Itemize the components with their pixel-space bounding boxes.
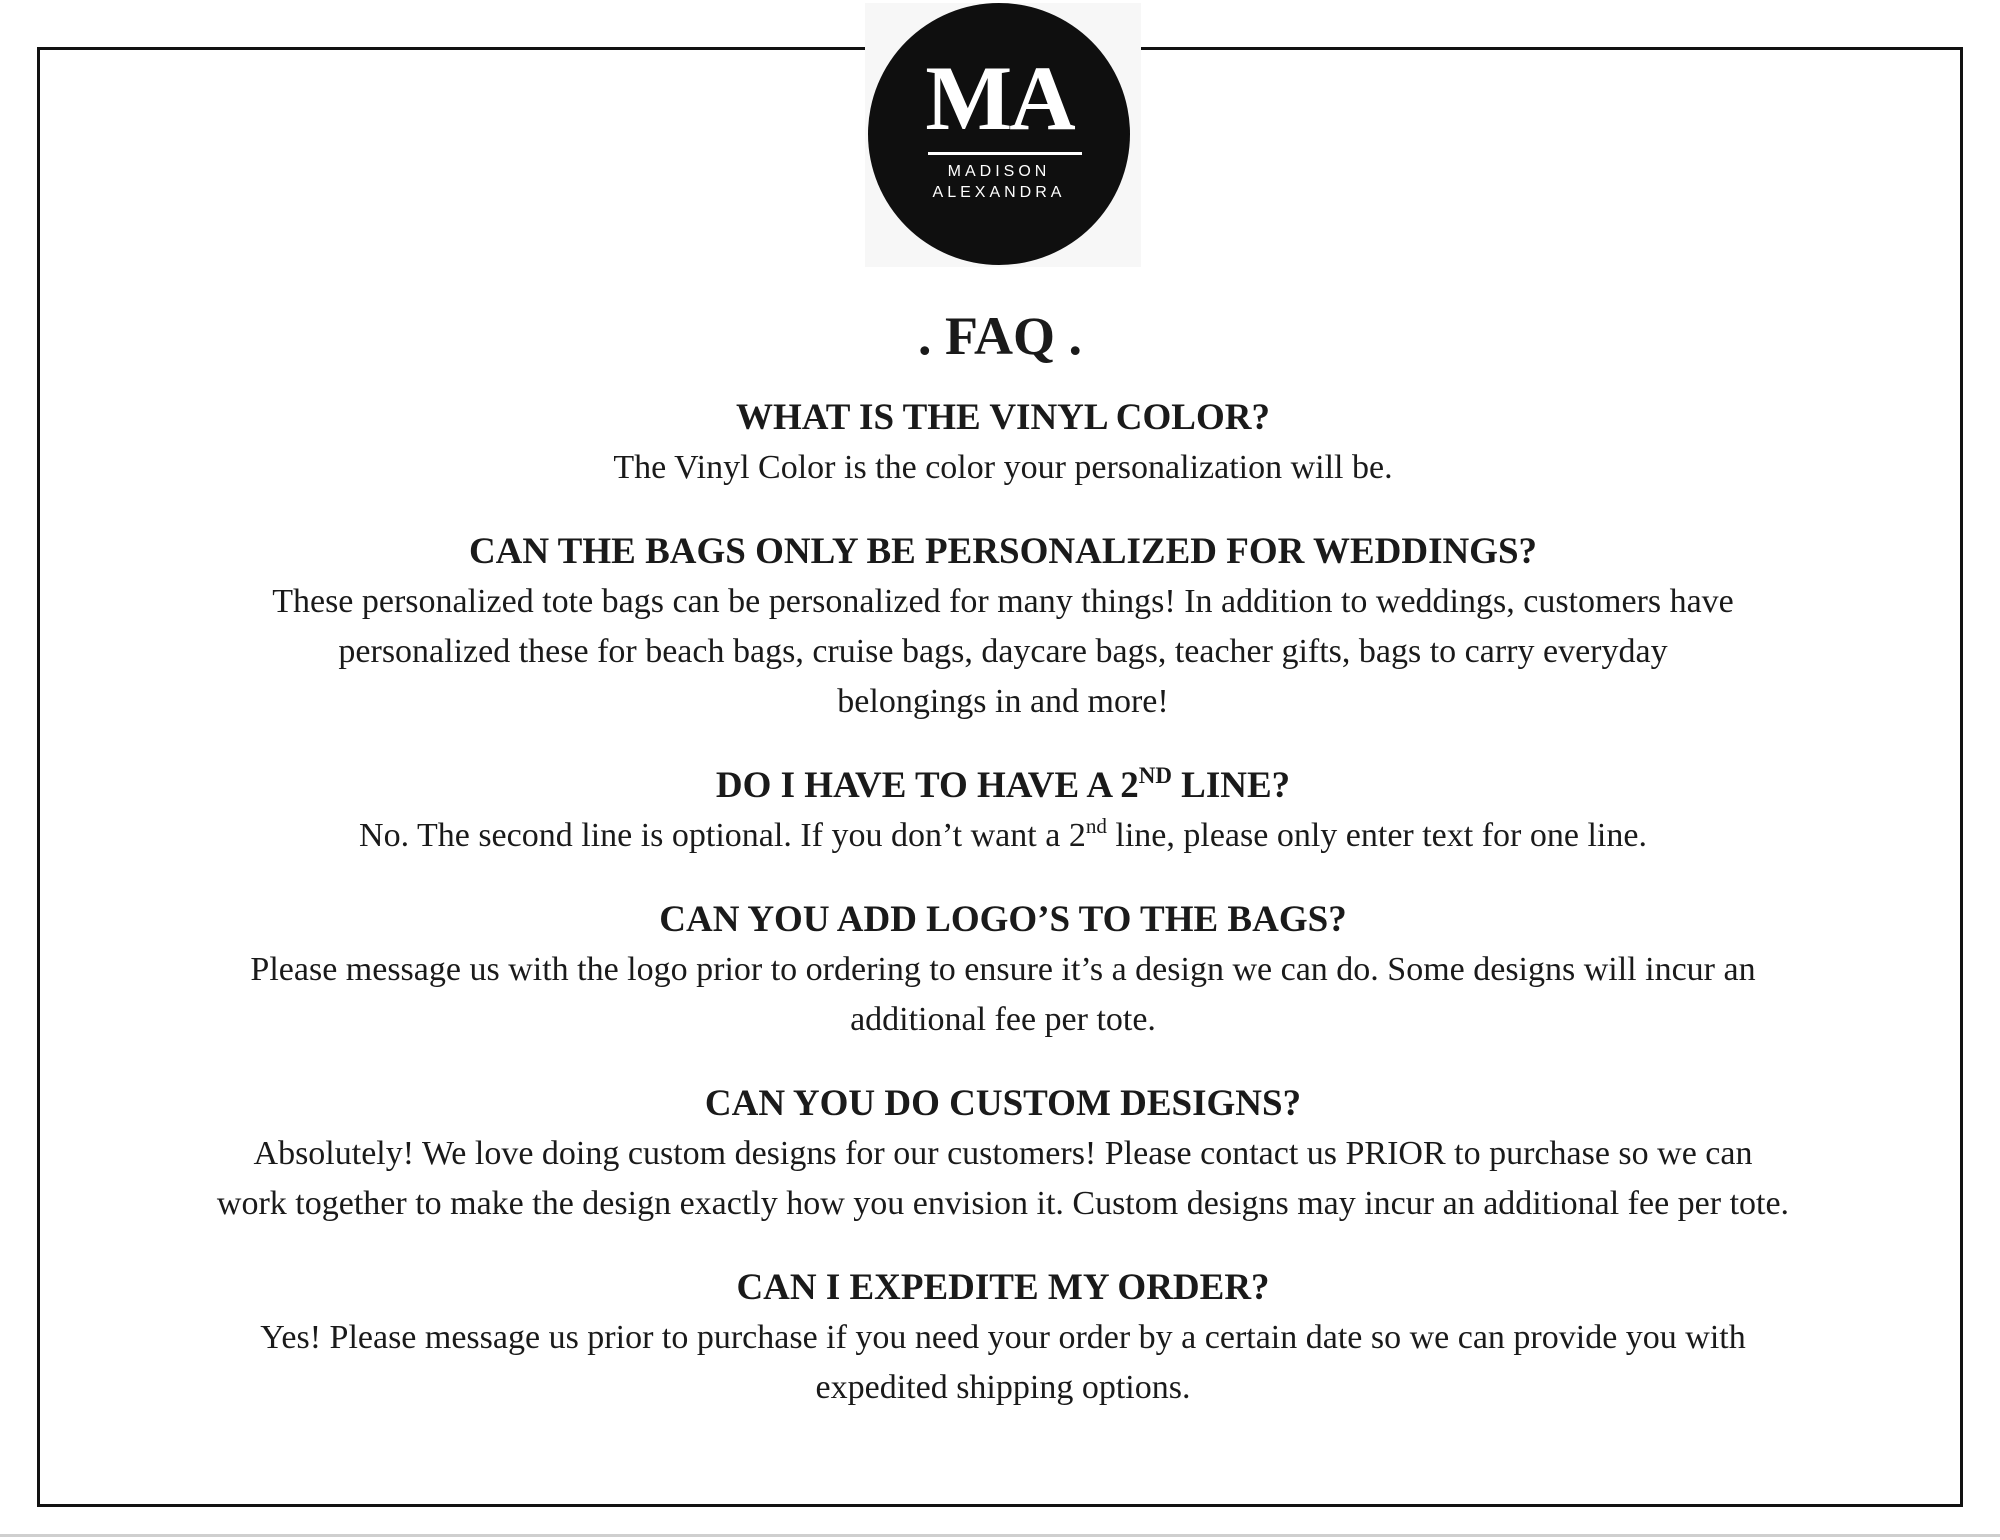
faq-question: WHAT IS THE VINYL COLOR? (736, 397, 1270, 438)
faq-answer (50, 1129, 1956, 1229)
logo-name-line1: MADISON (947, 163, 1051, 180)
faq-item (50, 527, 1956, 727)
faq-answer-line: additional fee per tote. (850, 1001, 1156, 1038)
faq-answer (50, 811, 1956, 861)
faq-question (50, 761, 1956, 811)
faq-answer-line: work together to make the design exactly how you envision it. Custom designs may incur an additional fee per tote. (216, 1185, 1790, 1222)
bottom-divider (0, 1534, 2000, 1537)
faq-answer-text: line, please only enter text for one line. (1106, 817, 1647, 854)
faq-answer (50, 945, 1956, 1045)
logo-rule (928, 152, 1082, 155)
faq-answer-line: Absolutely! We love doing custom designs for our customers! Please contact us PRIOR to purchase so we can (253, 1135, 1753, 1172)
faq-answer-line: personalized these for beach bags, cruise bags, daycare bags, teacher gifts, bags to carry everyday (338, 633, 1668, 670)
faq-answer-line: belongings in and more! (837, 683, 1169, 720)
faq-question-text: LINE? (1171, 765, 1291, 806)
faq-item (50, 393, 1956, 493)
faq-question: CAN THE BAGS ONLY BE PERSONALIZED FOR WEDDINGS? (468, 531, 1538, 572)
faq-item (50, 1263, 1956, 1413)
faq-list (50, 393, 1956, 1447)
logo-name-line2: ALEXANDRA (932, 184, 1066, 201)
faq-item (50, 895, 1956, 1045)
faq-question: CAN YOU DO CUSTOM DESIGNS? (704, 1083, 1302, 1124)
faq-item (50, 761, 1956, 861)
faq-answer-line: Please message us with the logo prior to ordering to ensure it’s a design we can do. Some designs will incur an (250, 951, 1756, 988)
faq-answer (50, 1313, 1956, 1413)
faq-answer-text: No. The second line is optional. If you don’t want a 2 (359, 817, 1086, 854)
faq-question: CAN YOU ADD LOGO’S TO THE BAGS? (659, 899, 1347, 940)
faq-item (50, 1079, 1956, 1229)
page-title: . FAQ . (918, 306, 1082, 366)
faq-answer-line: expedited shipping options. (815, 1369, 1191, 1406)
faq-answer (50, 577, 1956, 727)
faq-answer: The Vinyl Color is the color your personalization will be. (613, 449, 1393, 486)
faq-answer-line: These personalized tote bags can be personalized for many things! In addition to weddings, customers have (272, 583, 1734, 620)
faq-question-superscript: ND (1138, 762, 1172, 788)
logo-monogram: MA (925, 47, 1073, 149)
faq-question-text: DO I HAVE TO HAVE A 2 (715, 765, 1139, 806)
faq-question: CAN I EXPEDITE MY ORDER? (736, 1267, 1270, 1308)
faq-answer-superscript: nd (1085, 813, 1107, 838)
faq-answer-line: Yes! Please message us prior to purchase if you need your order by a certain date so we can provide you with (260, 1319, 1746, 1356)
